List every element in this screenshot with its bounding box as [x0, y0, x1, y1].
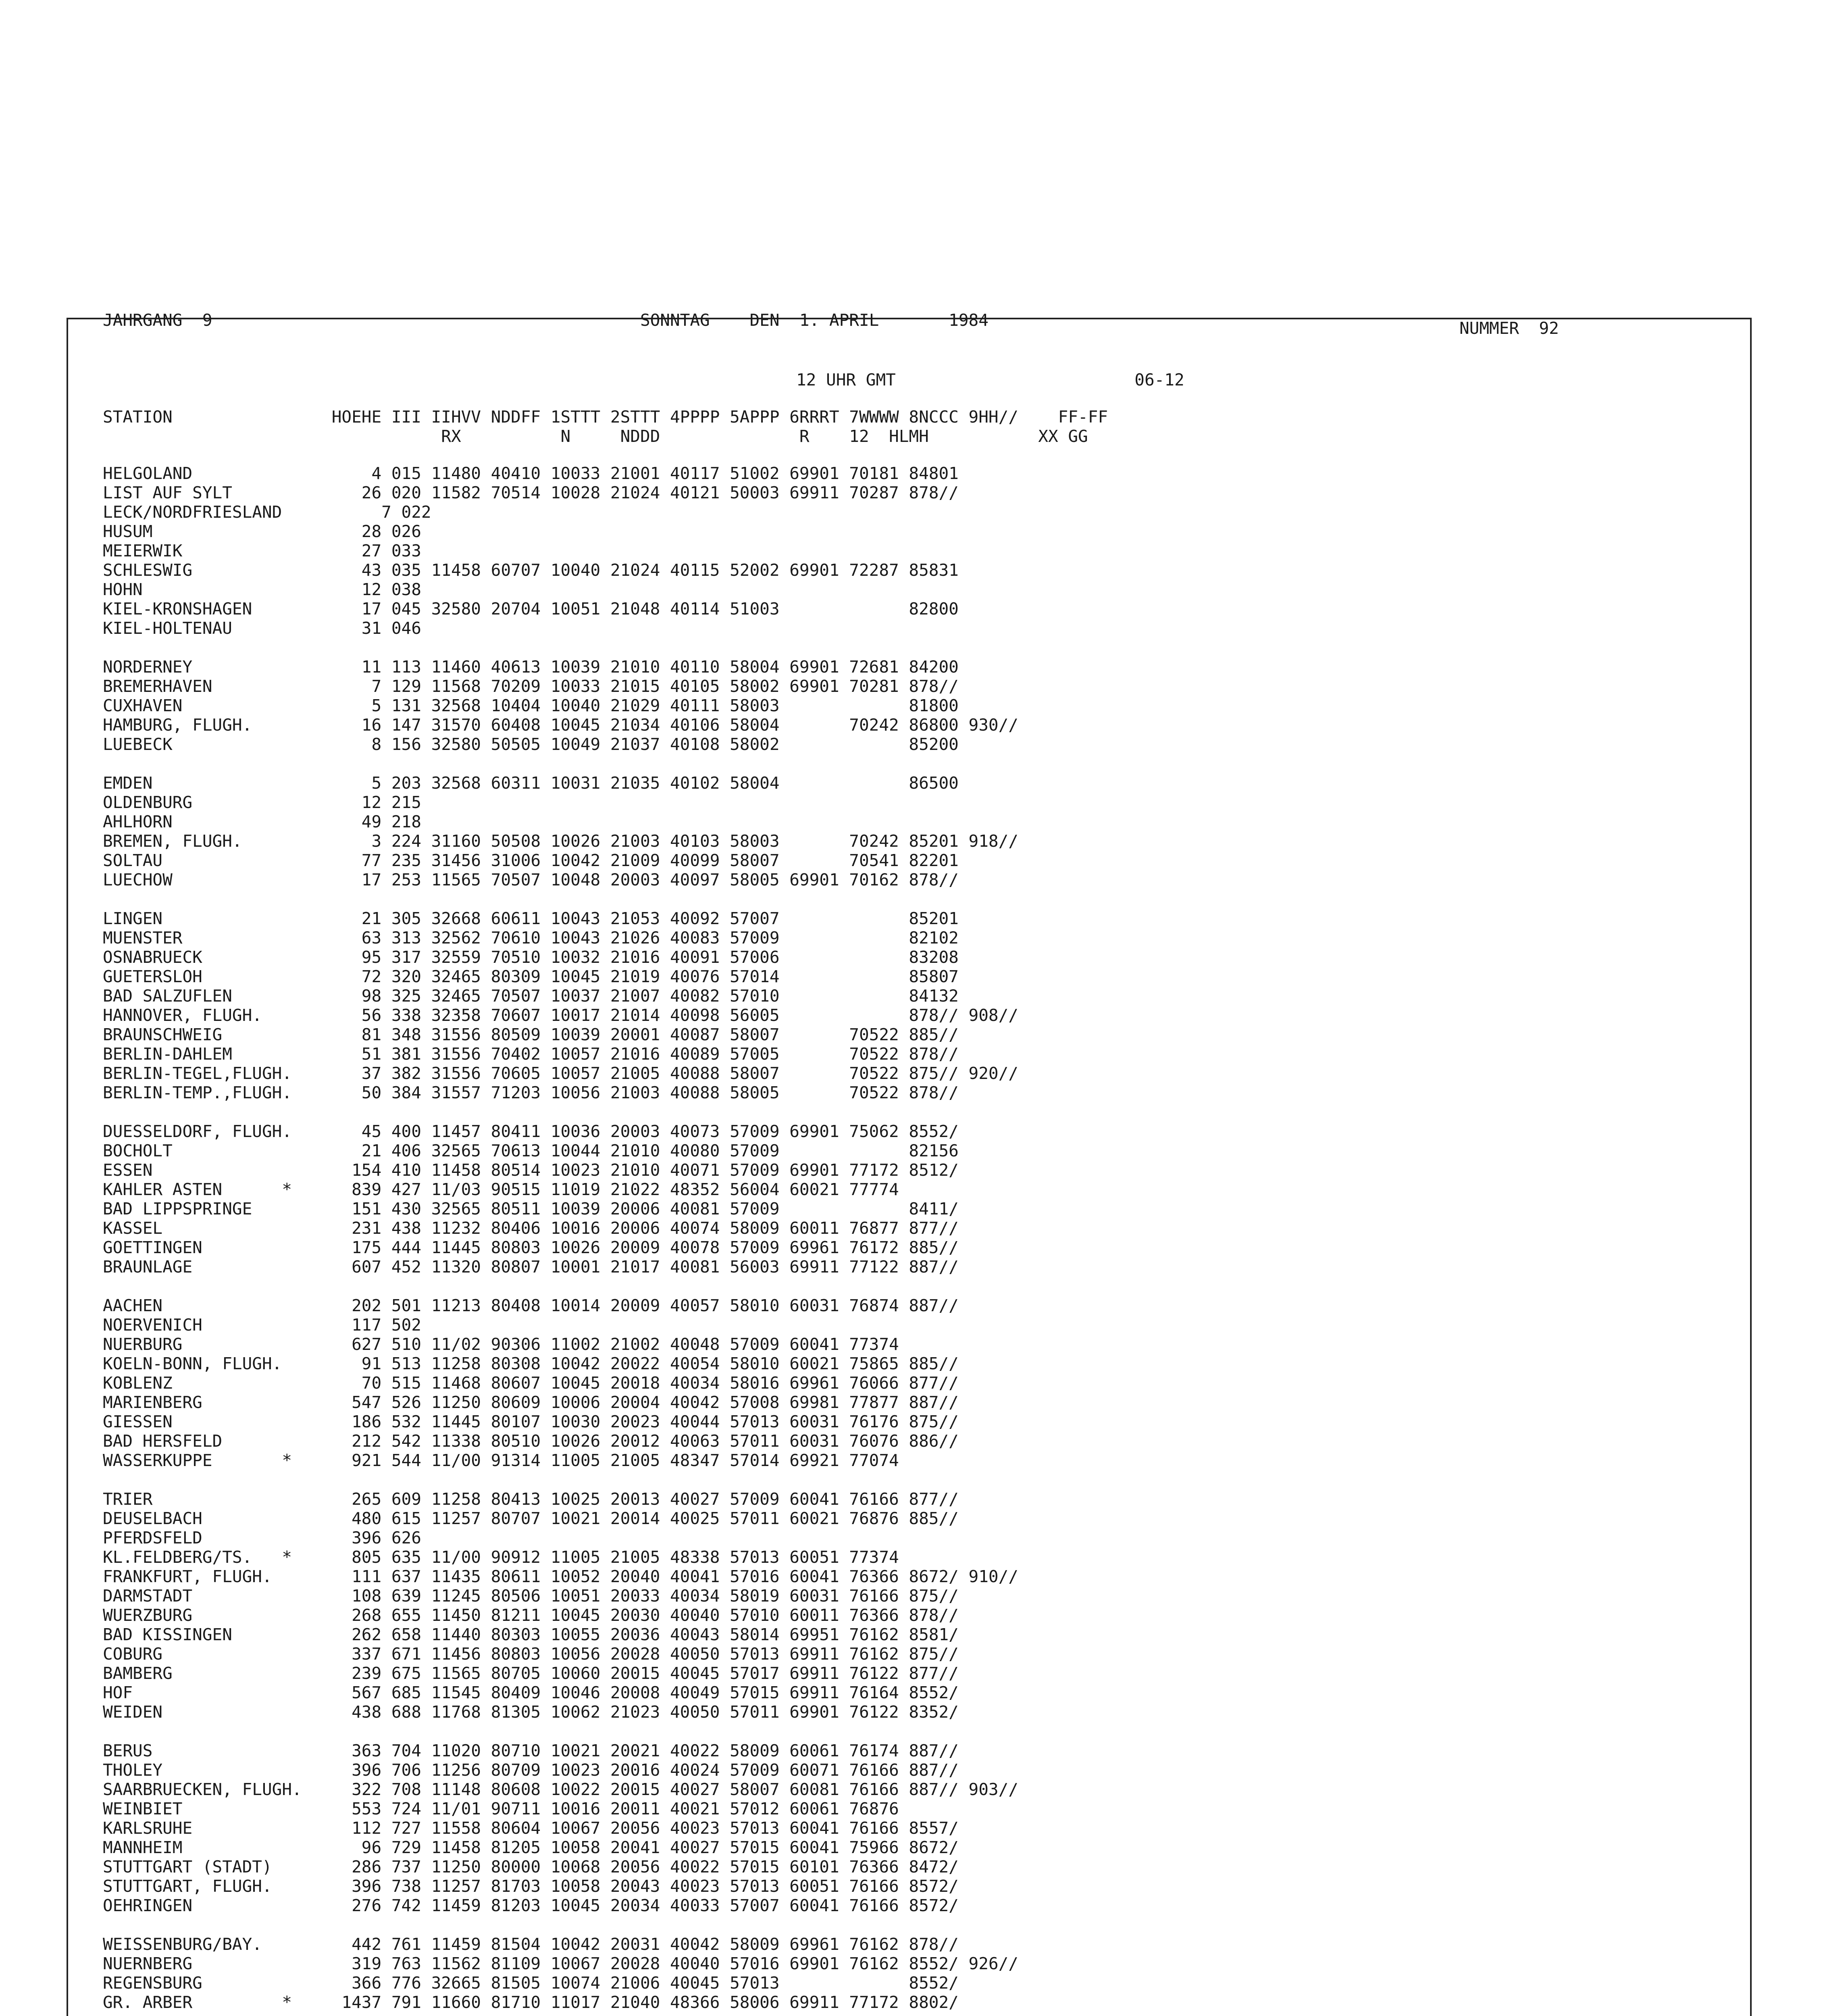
station-row: BERLIN-TEGEL,FLUGH. 37 382 31556 70605 10057 21005 40088 58007 70522 875// 920//: [103, 1064, 1018, 1083]
group-spacer: [103, 1102, 1138, 1122]
station-row: BOCHOLT 21 406 32565 70613 10044 21010 40080 57009 82156: [103, 1141, 959, 1160]
station-row: HANNOVER, FLUGH. 56 338 32358 70607 10017 21014 40098 56005 878// 908//: [103, 1006, 1018, 1025]
group-spacer: [103, 889, 1138, 909]
station-row: THOLEY 396 706 11256 80709 10023 20016 40024 57009 60071 76166 887//: [103, 1760, 959, 1780]
group-spacer: [103, 1470, 1138, 1489]
station-row: MARIENBERG 547 526 11250 80609 10006 20004 40042 57008 69981 77877 887//: [103, 1393, 959, 1412]
station-row: KARLSRUHE 112 727 11558 80604 10067 20056 40023 57013 60041 76166 8557/: [103, 1818, 959, 1838]
station-row: HOF 567 685 11545 80409 10046 20008 40049 57015 69911 76164 8552/: [103, 1683, 959, 1702]
station-row: BREMEN, FLUGH. 3 224 31160 50508 10026 21003 40103 58003 70242 85201 918//: [103, 831, 1018, 851]
station-row: BAD KISSINGEN 262 658 11440 80303 10055 20036 40043 58014 69951 76162 8581/: [103, 1625, 959, 1644]
station-row: BAMBERG 239 675 11565 80705 10060 20015 40045 57017 69911 76122 877//: [103, 1664, 959, 1683]
station-row: LECK/NORDFRIESLAND 7 022: [103, 502, 431, 522]
station-row: TRIER 265 609 11258 80413 10025 20013 40027 57009 60041 76166 877//: [103, 1489, 959, 1509]
station-row: KOBLENZ 70 515 11468 80607 10045 20018 40034 58016 69961 76066 877//: [103, 1373, 959, 1393]
station-row: SAARBRUECKEN, FLUGH. 322 708 11148 80608 10022 20015 40027 58007 60081 76166 887// 903//: [103, 1780, 1018, 1799]
station-row: BAD HERSFELD 212 542 11338 80510 10026 20012 40063 57011 60031 76076 886//: [103, 1431, 959, 1451]
station-row: SCHLESWIG 43 035 11458 60707 10040 21024 40115 52002 69901 72287 85831: [103, 560, 959, 580]
station-row: KIEL-KRONSHAGEN 17 045 32580 20704 10051 21048 40114 51003 82800: [103, 599, 959, 619]
station-row: SOLTAU 77 235 31456 31006 10042 21009 40099 58007 70541 82201: [103, 851, 959, 870]
station-row: BERLIN-TEMP.,FLUGH. 50 384 31557 71203 10056 21003 40088 58005 70522 878//: [103, 1083, 959, 1102]
station-row: BRAUNSCHWEIG 81 348 31556 80509 10039 20001 40087 58007 70522 885//: [103, 1025, 959, 1044]
station-row: DUESSELDORF, FLUGH. 45 400 11457 80411 10036 20003 40073 57009 69901 75062 8552/: [103, 1122, 959, 1141]
station-row: BREMERHAVEN 7 129 11568 70209 10033 21015 40105 58002 69901 70281 878//: [103, 677, 959, 696]
station-row: NORDERNEY 11 113 11460 40613 10039 21010 40110 58004 69901 72681 84200: [103, 657, 959, 677]
station-row: OEHRINGEN 276 742 11459 81203 10045 20034 40033 57007 60041 76166 8572/: [103, 1896, 959, 1915]
station-row: KOELN-BONN, FLUGH. 91 513 11258 80308 10042 20022 40054 58010 60021 75865 885//: [103, 1354, 959, 1373]
station-row: REGENSBURG 366 776 32665 81505 10074 21006 40045 57013 8552/: [103, 1973, 959, 1993]
header-line-date: JAHRGANG 9 SONNTAG DEN 1. APRIL 1984: [103, 310, 989, 330]
header-line-time: 12 UHR GMT 06-12: [796, 370, 1184, 389]
group-spacer: [103, 754, 1138, 773]
station-row: KL.FELDBERG/TS. * 805 635 11/00 90912 11005 21005 48338 57013 60051 77374: [103, 1547, 899, 1567]
station-row: WASSERKUPPE * 921 544 11/00 91314 11005 21005 48347 57014 69921 77074: [103, 1451, 899, 1470]
station-row: GIESSEN 186 532 11445 80107 10030 20023 40044 57013 60031 76176 875//: [103, 1412, 959, 1431]
station-row: FRANKFURT, FLUGH. 111 637 11435 80611 10052 20040 40041 57016 60041 76366 8672/ 910//: [103, 1567, 1018, 1586]
station-row: NUERBURG 627 510 11/02 90306 11002 21002 40048 57009 60041 77374: [103, 1335, 899, 1354]
station-row: STUTTGART, FLUGH. 396 738 11257 81703 10058 20043 40023 57013 60051 76166 8572/: [103, 1876, 959, 1896]
group-spacer: [103, 2012, 1138, 2016]
station-row: PFERDSFELD 396 626: [103, 1528, 421, 1547]
station-row: MUENSTER 63 313 32562 70610 10043 21026 40083 57009 82102: [103, 928, 959, 948]
column-headers: STATION HOEHE III IIHVV NDDFF 1STTT 2STTT 4PPPP 5APPP 6RRRT 7WWWW 8NCCC 9HH// FF-FF: [103, 407, 1108, 427]
station-row: WEIDEN 438 688 11768 81305 10062 21023 40050 57011 69901 76122 8352/: [103, 1702, 959, 1722]
station-row: GOETTINGEN 175 444 11445 80803 10026 20009 40078 57009 69961 76172 885//: [103, 1238, 959, 1257]
station-row: WEISSENBURG/BAY. 442 761 11459 81504 10042 20031 40042 58009 69961 76162 878//: [103, 1935, 959, 1954]
station-row: OLDENBURG 12 215: [103, 793, 421, 812]
issue-number: NUMMER 92: [1459, 319, 1559, 338]
station-row: NOERVENICH 117 502: [103, 1315, 421, 1335]
group-spacer: [103, 638, 1138, 657]
station-row: LUEBECK 8 156 32580 50505 10049 21037 40108 58002 85200: [103, 735, 959, 754]
station-row: COBURG 337 671 11456 80803 10056 20028 40050 57013 69911 76162 875//: [103, 1644, 959, 1664]
station-row: KIEL-HOLTENAU 31 046: [103, 619, 421, 638]
station-row: AHLHORN 49 218: [103, 812, 421, 831]
station-row: DEUSELBACH 480 615 11257 80707 10021 20014 40025 57011 60021 76876 885//: [103, 1509, 959, 1528]
station-row: DARMSTADT 108 639 11245 80506 10051 20033 40034 58019 60031 76166 875//: [103, 1586, 959, 1606]
station-row: AACHEN 202 501 11213 80408 10014 20009 40057 58010 60031 76874 887//: [103, 1296, 959, 1315]
group-spacer: [103, 1722, 1138, 1741]
station-row: BERUS 363 704 11020 80710 10021 20021 40022 58009 60061 76174 887//: [103, 1741, 959, 1760]
station-row: BAD SALZUFLEN 98 325 32465 70507 10037 21007 40082 57010 84132: [103, 986, 959, 1006]
station-row: HELGOLAND 4 015 11480 40410 10033 21001 40117 51002 69901 70181 84801: [103, 464, 959, 483]
station-row: STUTTGART (STADT) 286 737 11250 80000 10068 20056 40022 57015 60101 76366 8472/: [103, 1857, 959, 1876]
station-row: HOHN 12 038: [103, 580, 421, 599]
station-row: ESSEN 154 410 11458 80514 10023 21010 40071 57009 69901 77172 8512/: [103, 1160, 959, 1180]
station-row: WEINBIET 553 724 11/01 90711 10016 20011 40021 57012 60061 76876: [103, 1799, 899, 1818]
station-row: WUERZBURG 268 655 11450 81211 10045 20030 40040 57010 60011 76366 878//: [103, 1606, 959, 1625]
station-row: CUXHAVEN 5 131 32568 10404 10040 21029 40111 58003 81800: [103, 696, 959, 715]
column-subheaders: RX N NDDD R 12 HLMH XX GG: [103, 427, 1088, 446]
station-row: GR. ARBER * 1437 791 11660 81710 11017 21040 48366 58006 69911 77172 8802/: [103, 1993, 959, 2012]
station-row: KAHLER ASTEN * 839 427 11/03 90515 11019 21022 48352 56004 60021 77774: [103, 1180, 899, 1199]
station-row: KASSEL 231 438 11232 80406 10016 20006 40074 58009 60011 76877 877//: [103, 1218, 959, 1238]
station-row: BRAUNLAGE 607 452 11320 80807 10001 21017 40081 56003 69911 77122 887//: [103, 1257, 959, 1277]
station-row: LINGEN 21 305 32668 60611 10043 21053 40092 57007 85201: [103, 909, 959, 928]
station-row: GUETERSLOH 72 320 32465 80309 10045 21019 40076 57014 85807: [103, 967, 959, 986]
station-row: MEIERWIK 27 033: [103, 541, 421, 560]
group-spacer: [103, 1277, 1138, 1296]
station-row: EMDEN 5 203 32568 60311 10031 21035 40102 58004 86500: [103, 773, 959, 793]
station-row: HAMBURG, FLUGH. 16 147 31570 60408 10045 21034 40106 58004 70242 86800 930//: [103, 715, 1018, 735]
station-table: [103, 464, 1138, 2016]
group-spacer: [103, 1915, 1138, 1935]
station-row: NUERNBERG 319 763 11562 81109 10067 20028 40040 57016 69901 76162 8552/ 926//: [103, 1954, 1018, 1973]
station-row: OSNABRUECK 95 317 32559 70510 10032 21016 40091 57006 83208: [103, 948, 959, 967]
station-row: BAD LIPPSPRINGE 151 430 32565 80511 10039 20006 40081 57009 8411/: [103, 1199, 959, 1218]
station-row: HUSUM 28 026: [103, 522, 421, 541]
station-row: BERLIN-DAHLEM 51 381 31556 70402 10057 21016 40089 57005 70522 878//: [103, 1044, 959, 1064]
station-row: MANNHEIM 96 729 11458 81205 10058 20041 40027 57015 60041 75966 8672/: [103, 1838, 959, 1857]
station-row: LIST AUF SYLT 26 020 11582 70514 10028 21024 40121 50003 69911 70287 878//: [103, 483, 959, 502]
station-row: LUECHOW 17 253 11565 70507 10048 20003 40097 58005 69901 70162 878//: [103, 870, 959, 889]
